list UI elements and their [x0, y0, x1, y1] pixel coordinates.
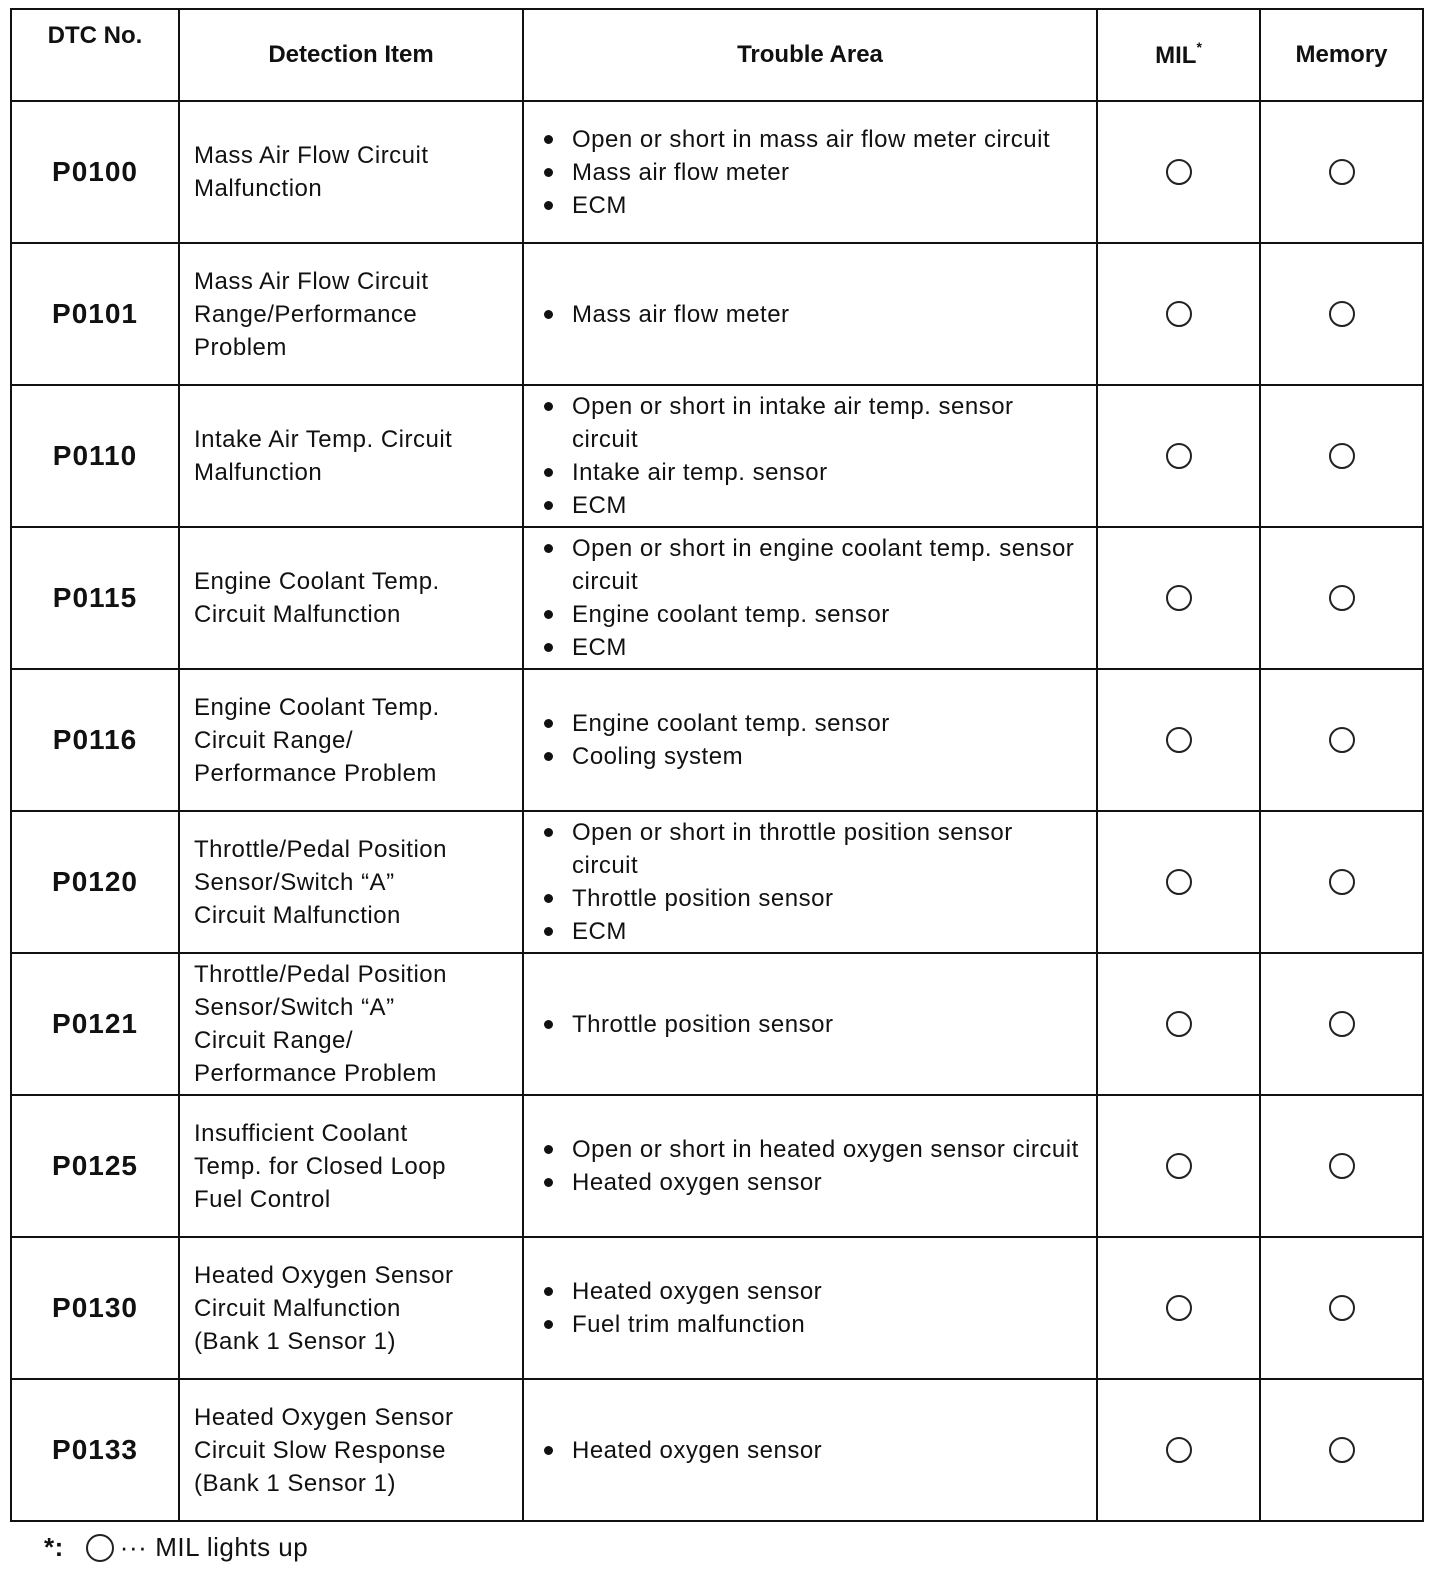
dtc-code-cell: P0101: [11, 243, 179, 385]
detection-item-cell: [179, 385, 523, 527]
circle-mark-icon: [1329, 1153, 1355, 1179]
detection-item-line: Mass Air Flow Circuit: [194, 267, 429, 295]
circle-mark-icon: [1329, 1437, 1355, 1463]
trouble-area-item: Engine coolant temp. sensor: [542, 707, 1086, 740]
trouble-area-item: Engine coolant temp. sensor: [542, 598, 1086, 631]
detection-item-line: Fuel Control: [194, 1185, 331, 1213]
dtc-table: [10, 8, 1424, 1522]
circle-mark-icon: [1166, 585, 1192, 611]
circle-mark-icon: [1166, 1437, 1192, 1463]
trouble-area-list: [542, 1008, 1086, 1041]
mil-cell: [1097, 669, 1260, 811]
trouble-area-item: Heated oxygen sensor: [542, 1434, 1086, 1467]
memory-cell: [1260, 1237, 1423, 1379]
trouble-area-item: ECM: [542, 489, 1086, 522]
footnote-text: MIL lights up: [155, 1532, 309, 1562]
trouble-area-cell: [523, 1237, 1097, 1379]
detection-item-line: Performance Problem: [194, 1060, 437, 1087]
footnote-dots: ···: [119, 1532, 148, 1562]
detection-item-line: Intake Air Temp. Circuit: [194, 426, 453, 453]
header-mil-footnote-mark: *: [1196, 38, 1202, 55]
memory-cell: [1260, 243, 1423, 385]
trouble-area-item: ECM: [542, 189, 1086, 222]
footnote-marker: *:: [44, 1532, 64, 1562]
memory-cell: [1260, 669, 1423, 811]
circle-mark-icon: [1329, 443, 1355, 469]
mil-cell: [1097, 811, 1260, 953]
trouble-area-item: ECM: [542, 915, 1086, 948]
trouble-area-item: Mass air flow meter: [542, 156, 1086, 189]
detection-item-line: Engine Coolant Temp.: [194, 568, 440, 595]
table-row: [11, 1095, 1423, 1237]
trouble-area-item: Intake air temp. sensor: [542, 456, 1086, 489]
detection-item-cell: [179, 101, 523, 243]
header-mil-label: MIL: [1155, 41, 1197, 69]
detection-item-line: Insufficient Coolant: [194, 1119, 408, 1147]
detection-item-line: Throttle/Pedal Position: [194, 961, 447, 988]
detection-item-line: Circuit Range/: [194, 726, 354, 754]
trouble-area-item: Heated oxygen sensor: [542, 1275, 1086, 1308]
detection-item-line: Sensor/Switch “A”: [194, 994, 395, 1021]
trouble-area-cell: [523, 953, 1097, 1095]
dtc-code-cell: P0121: [11, 953, 179, 1095]
circle-mark-icon: [1329, 159, 1355, 185]
memory-cell: [1260, 953, 1423, 1095]
detection-item-line: Malfunction: [194, 459, 323, 486]
circle-mark-icon: [1166, 443, 1192, 469]
mil-cell: [1097, 243, 1260, 385]
circle-mark-icon: [1329, 1295, 1355, 1321]
trouble-area-list: [542, 532, 1086, 664]
table-row: [11, 811, 1423, 953]
detection-item-line: Range/Performance: [194, 300, 418, 328]
circle-mark-icon: [1329, 585, 1355, 611]
trouble-area-item: Mass air flow meter: [542, 298, 1086, 331]
detection-item-cell: [179, 811, 523, 953]
mil-cell: [1097, 101, 1260, 243]
detection-item-line: Problem: [194, 333, 287, 361]
detection-item-line: (Bank 1 Sensor 1): [194, 1469, 396, 1497]
circle-mark-icon: [1166, 1011, 1192, 1037]
trouble-area-item: Heated oxygen sensor: [542, 1166, 1086, 1199]
detection-item-line: Sensor/Switch “A”: [194, 868, 395, 896]
mil-cell: [1097, 953, 1260, 1095]
detection-item-line: Heated Oxygen Sensor: [194, 1261, 454, 1289]
table-row: [11, 243, 1423, 385]
header-memory: Memory: [1260, 9, 1423, 101]
detection-item-cell: [179, 953, 523, 1095]
detection-item-cell: [179, 1237, 523, 1379]
trouble-area-list: [542, 1275, 1086, 1341]
circle-mark-icon: [1329, 869, 1355, 895]
dtc-code-cell: P0133: [11, 1379, 179, 1521]
circle-mark-icon: [1329, 727, 1355, 753]
trouble-area-item: Open or short in intake air temp. sensor circuit: [542, 390, 1086, 456]
detection-item-line: Circuit Malfunction: [194, 1294, 401, 1322]
detection-item-line: Circuit Range/: [194, 1027, 354, 1054]
detection-item-cell: [179, 669, 523, 811]
detection-item-line: (Bank 1 Sensor 1): [194, 1327, 396, 1355]
detection-item-line: Throttle/Pedal Position: [194, 835, 447, 863]
mil-cell: [1097, 1379, 1260, 1521]
detection-item-cell: [179, 243, 523, 385]
circle-mark-icon: [1329, 1011, 1355, 1037]
trouble-area-cell: [523, 385, 1097, 527]
trouble-area-item: Open or short in mass air flow meter circuit: [542, 123, 1086, 156]
mil-cell: [1097, 527, 1260, 669]
circle-mark-icon: [1166, 1295, 1192, 1321]
trouble-area-item: Throttle position sensor: [542, 882, 1086, 915]
detection-item-cell: [179, 1095, 523, 1237]
trouble-area-item: Open or short in engine coolant temp. sensor circuit: [542, 532, 1086, 598]
trouble-area-cell: [523, 527, 1097, 669]
dtc-code-cell: P0116: [11, 669, 179, 811]
trouble-area-list: [542, 816, 1086, 948]
table-row: [11, 385, 1423, 527]
dtc-code-cell: P0130: [11, 1237, 179, 1379]
table-row: [11, 1379, 1423, 1521]
detection-item-line: Mass Air Flow Circuit: [194, 142, 429, 169]
circle-mark-icon: [1166, 1153, 1192, 1179]
detection-item-line: Malfunction: [194, 175, 323, 202]
trouble-area-cell: [523, 243, 1097, 385]
detection-item-line: Circuit Malfunction: [194, 901, 401, 929]
trouble-area-list: [542, 123, 1086, 222]
table-body: [11, 101, 1423, 1521]
memory-cell: [1260, 101, 1423, 243]
header-detection-item: Detection Item: [179, 9, 523, 101]
memory-cell: [1260, 1379, 1423, 1521]
circle-mark-icon: [1166, 159, 1192, 185]
circle-mark-icon: [1166, 727, 1192, 753]
dtc-code-cell: P0100: [11, 101, 179, 243]
mil-cell: [1097, 1095, 1260, 1237]
memory-cell: [1260, 385, 1423, 527]
table-row: [11, 1237, 1423, 1379]
dtc-code-cell: P0110: [11, 385, 179, 527]
table-row: [11, 101, 1423, 243]
mil-cell: [1097, 385, 1260, 527]
circle-mark-icon: [1166, 869, 1192, 895]
detection-item-line: Circuit Malfunction: [194, 601, 401, 628]
header-dtc-no: DTC No.: [11, 9, 179, 101]
table-row: [11, 669, 1423, 811]
trouble-area-item: ECM: [542, 631, 1086, 664]
trouble-area-item: Open or short in throttle position sensor circuit: [542, 816, 1086, 882]
dtc-code-cell: P0125: [11, 1095, 179, 1237]
trouble-area-list: [542, 1133, 1086, 1199]
circle-mark-icon: [86, 1534, 114, 1562]
memory-cell: [1260, 811, 1423, 953]
trouble-area-list: [542, 298, 1086, 331]
mil-cell: [1097, 1237, 1260, 1379]
detection-item-line: Heated Oxygen Sensor: [194, 1403, 454, 1431]
trouble-area-item: Cooling system: [542, 740, 1086, 773]
detection-item-line: Circuit Slow Response: [194, 1436, 446, 1464]
trouble-area-cell: [523, 811, 1097, 953]
header-mil: [1097, 9, 1260, 101]
trouble-area-item: Fuel trim malfunction: [542, 1308, 1086, 1341]
footnote: [44, 1532, 308, 1563]
memory-cell: [1260, 527, 1423, 669]
memory-cell: [1260, 1095, 1423, 1237]
detection-item-line: Temp. for Closed Loop: [194, 1152, 446, 1180]
detection-item-cell: [179, 1379, 523, 1521]
trouble-area-cell: [523, 669, 1097, 811]
trouble-area-list: [542, 390, 1086, 522]
detection-item-line: Performance Problem: [194, 759, 437, 787]
circle-mark-icon: [1329, 301, 1355, 327]
dtc-code-cell: P0120: [11, 811, 179, 953]
trouble-area-cell: [523, 101, 1097, 243]
table-header-row: [11, 9, 1423, 101]
circle-mark-icon: [1166, 301, 1192, 327]
trouble-area-list: [542, 1434, 1086, 1467]
trouble-area-cell: [523, 1095, 1097, 1237]
header-trouble-area: Trouble Area: [523, 9, 1097, 101]
table-row: [11, 527, 1423, 669]
trouble-area-cell: [523, 1379, 1097, 1521]
trouble-area-list: [542, 707, 1086, 773]
trouble-area-item: Open or short in heated oxygen sensor circuit: [542, 1133, 1086, 1166]
dtc-code-cell: P0115: [11, 527, 179, 669]
table-row: [11, 953, 1423, 1095]
detection-item-cell: [179, 527, 523, 669]
detection-item-line: Engine Coolant Temp.: [194, 693, 440, 721]
trouble-area-item: Throttle position sensor: [542, 1008, 1086, 1041]
